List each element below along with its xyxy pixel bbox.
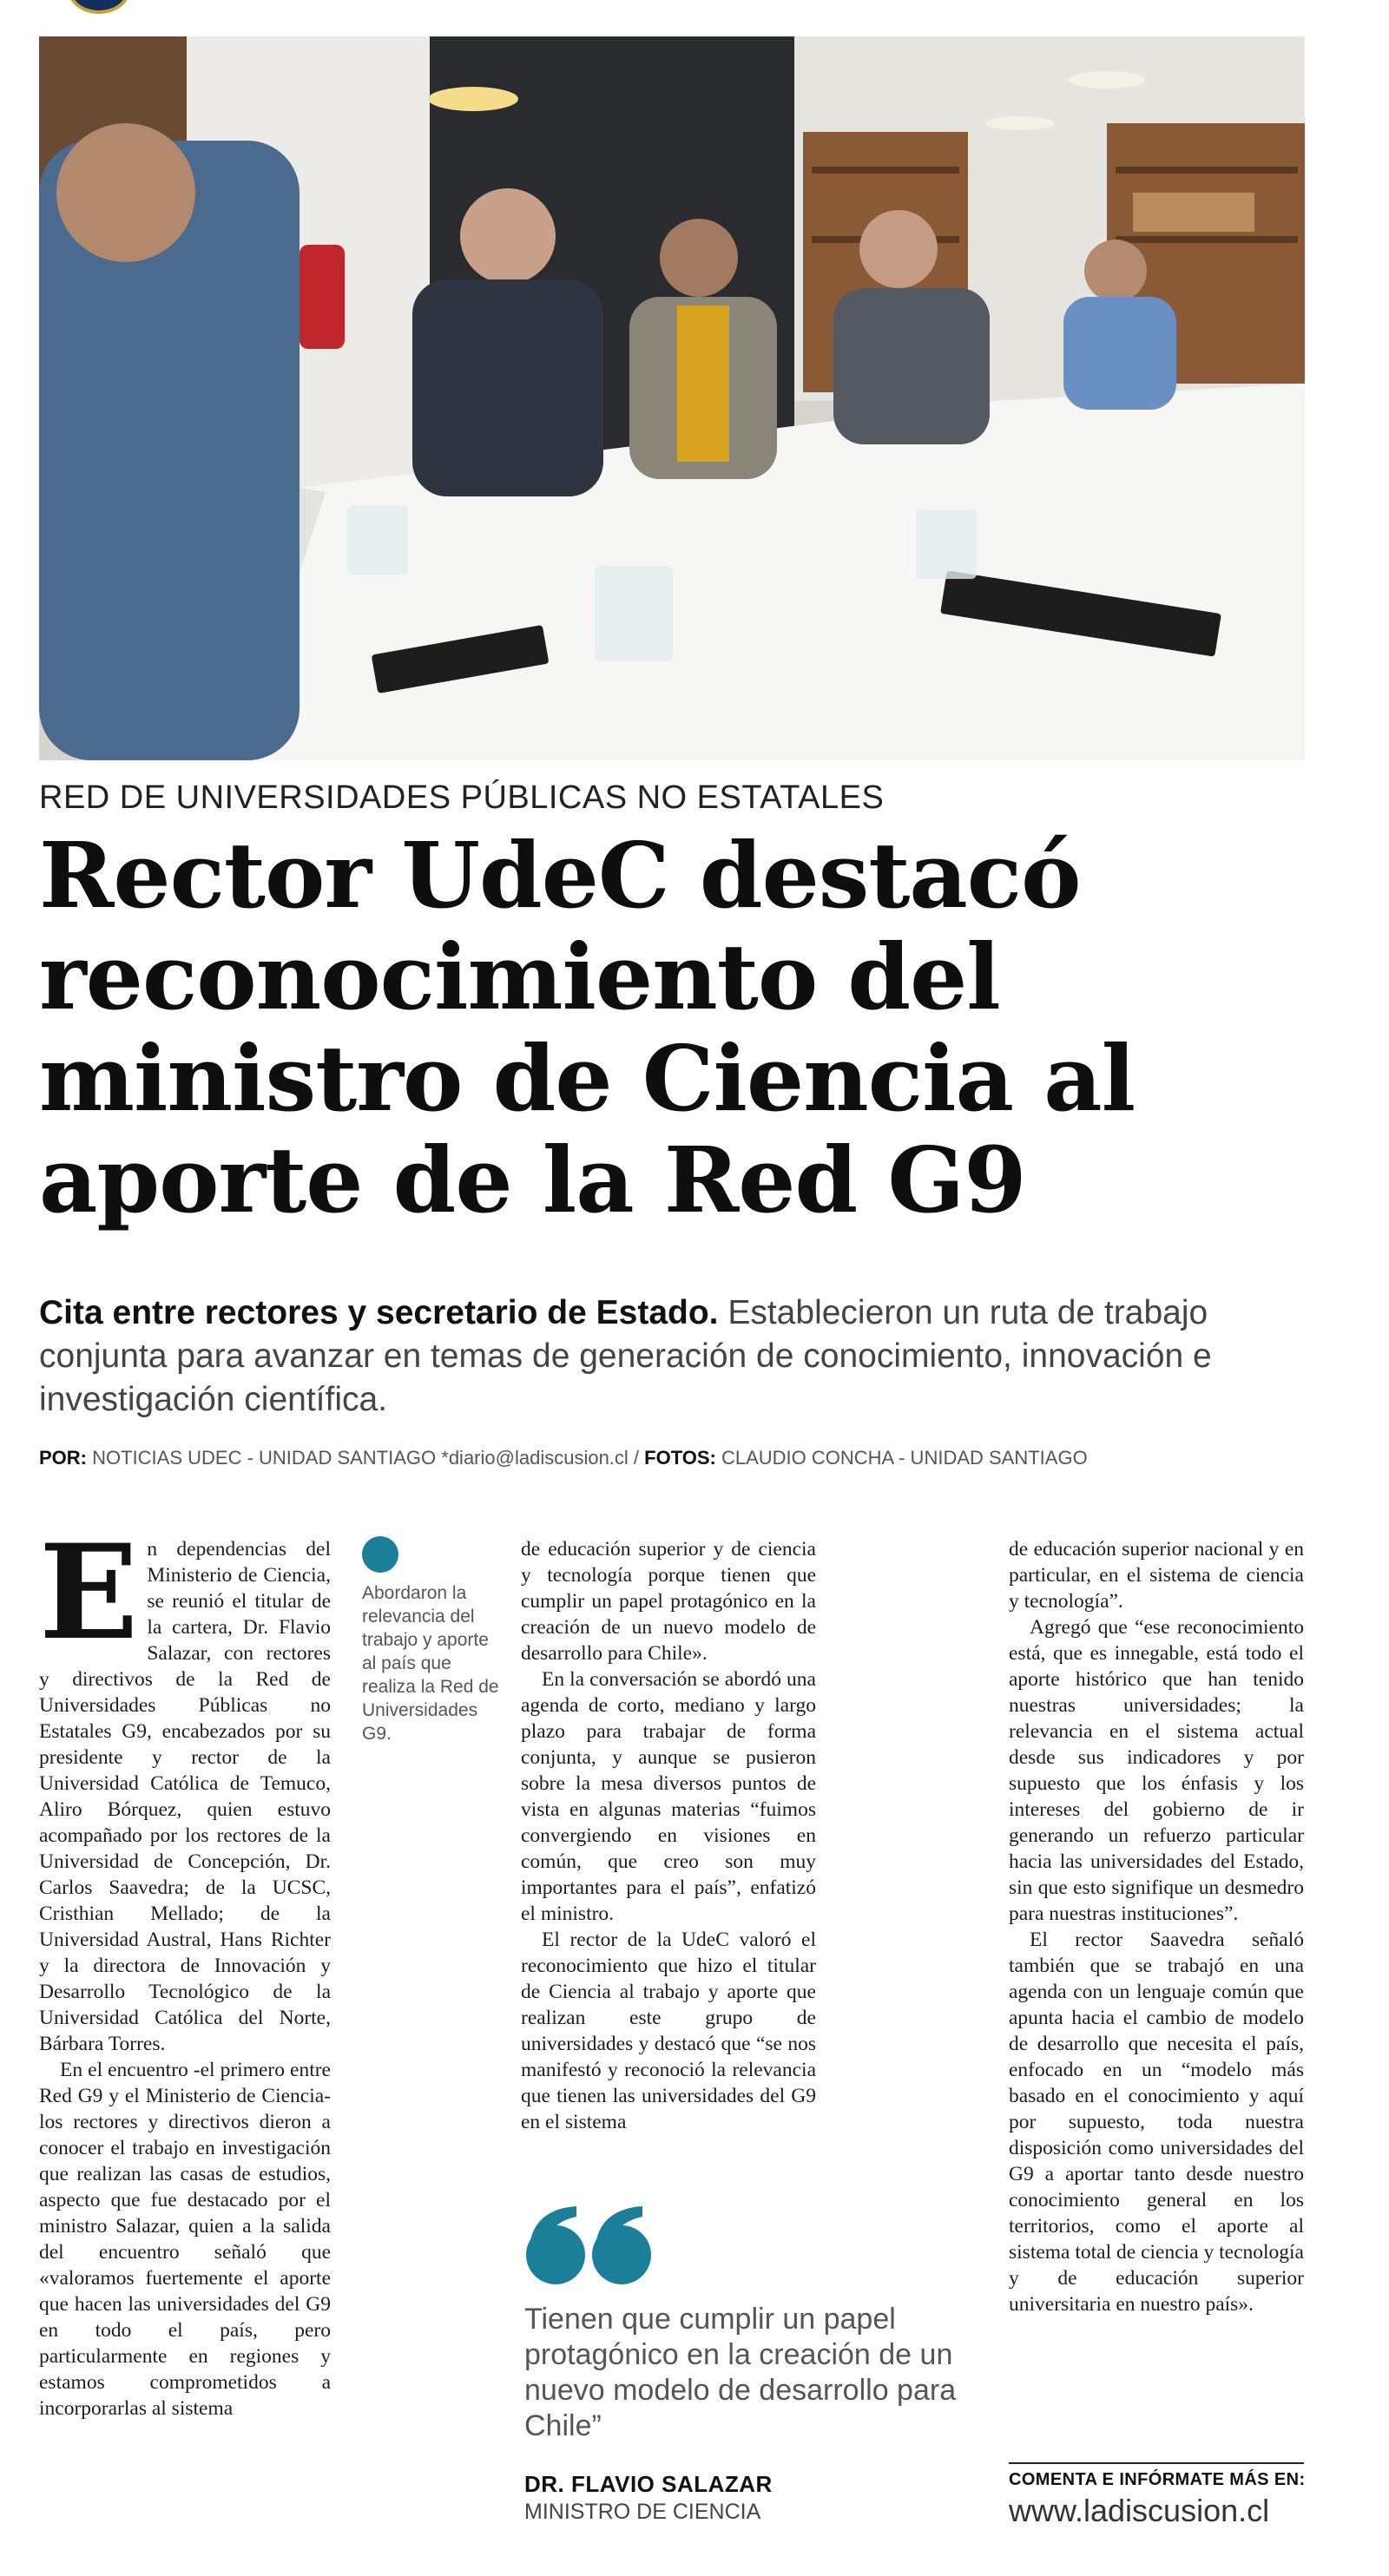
byline-text: NOTICIAS UDEC - UNIDAD SANTIAGO *diario@ladiscusion.cl /: [87, 1447, 645, 1469]
paragraph-text: n dependencias del Ministerio de Ciencia, se reunió el titular de la cartera, Dr. Flavio Salazar, con rectores y directivos de la Red de Universidades Públicas no Estatales G9, encabezados por su presidente y rector de la Universidad Católica de Temuco, Aliro Bórquez, quien estuvo acompañado por los rectores de la Universidad de Concepción, Dr. Carlos Saavedra; de la UCSC, Cristhian Mellado; de la Universidad Austral, Hans Richter y la directora de Innovación y Desarrollo Tecnológico de la Universidad Católica del Norte, Bárbara Torres.: [39, 1538, 331, 2055]
body-paragraph: El rector Saavedra señaló también que se trabajó en una agenda con un lenguaje común que apunta hacia el cambio de modelo de desarrollo que necesita el país, enfocado en un “modelo más basado en el conocimiento y aquí por supuesto, toda nuestra disposición como universidades del G9 a aportar tanto desde nuestro conocimiento general en los territorios, como el aporte al sistema total de ciencia y tecnología y de educación superior universitaria en nuestro país».: [1009, 1929, 1304, 2316]
meeting-photo-illustration: [39, 36, 1305, 760]
quote-mark-icon: [524, 2203, 655, 2290]
quote-author-role: MINISTRO DE CIENCIA: [524, 2500, 761, 2524]
article-headline: Rector UdeC destacó reconocimiento del ministro de Ciencia al aporte de la Red G9: [39, 822, 1136, 1233]
sidenote-text: Abordaron la relevancia del trabajo y aporte al país que realiza la Red de Universidades G9.: [362, 1583, 499, 1744]
body-paragraph: de educación superior nacional y en particular, en el sistema de ciencia y tecnología”.: [1009, 1538, 1304, 1613]
body-paragraph: de educación superior y de ciencia y tecnología porque tienen que cumplir un papel protagónico en la creación de un nuevo modelo de desarrollo para Chile».: [521, 1538, 816, 1665]
byline-label: POR:: [39, 1447, 87, 1469]
quote-author: DR. FLAVIO SALAZAR: [524, 2471, 773, 2497]
article-kicker: RED DE UNIVERSIDADES PÚBLICAS NO ESTATALES: [39, 779, 885, 816]
pull-quote: Tienen que cumplir un papel protagónico en la creación de un nuevo modelo de desarrollo para Chile”: [524, 2303, 957, 2442]
body-column-3: [1009, 1536, 1304, 2317]
body-paragraph: En el encuentro -el primero entre Red G9 y el Ministerio de Ciencia- los rectores y directivos dieron a conocer el trabajo en investigación que realizan las casas de estudios, aspecto que fue destacado por el ministro Salazar, quien a la salida del encuentro señaló que «valoramos fuertemente el aporte que hacen las universidades del G9 en todo el país, pero particularmente en regiones y estamos comprometidos a incorporarlas al sistema: [39, 2059, 331, 2420]
byline: [39, 1447, 1088, 1469]
subhead-rest: Establecieron un ruta de trabajo conjunta para avanzar en temas de generación de conocimiento, innovación e investigación científica.: [39, 1294, 1212, 1418]
body-paragraph: [39, 1516, 331, 2057]
divider: [1009, 2462, 1304, 2464]
photo-credit-label: FOTOS:: [644, 1447, 716, 1469]
newspaper-logo: [68, 0, 130, 14]
sidenote: [362, 1536, 505, 1745]
body-paragraph: El rector de la UdeC valoró el reconocimiento que hizo el titular de Ciencia al trabajo y aporte que realizan este grupo de universidades y destacó que “se nos manifestó y reconoció la relevancia que tienen las universidades del G9 en el sistema: [521, 1929, 816, 2133]
drop-cap: E: [39, 1516, 139, 1669]
body-paragraph: Agregó que “ese reconocimiento está, que es innegable, está todo el aporte histórico que han tenido nuestras universidades; la relevancia en el sistema actual desde sus indicadores y por supuesto que los énfasis y los intereses del gobierno de ir generando un refuerzo particular hacia las universidades del Estado, sin que esto signifique un desmedro para nuestras instituciones”.: [1009, 1616, 1304, 1925]
cta-label: COMENTA E INFÓRMATE MÁS EN:: [1009, 2470, 1306, 2489]
subhead-lead: Cita entre rectores y secretario de Estado.: [39, 1294, 719, 1331]
accent-dot-icon: [362, 1536, 398, 1573]
body-column-1: [39, 1516, 331, 2422]
website-link[interactable]: www.ladiscusion.cl: [1009, 2493, 1270, 2528]
photo-credit: CLAUDIO CONCHA - UNIDAD SANTIAGO: [715, 1447, 1088, 1469]
body-paragraph: En la conversación se abordó una agenda de corto, mediano y largo plazo para trabajar de forma conjunta, y aunque se pusieron sobre la mesa diversos puntos de vista en algunas materias “fuimos convergiendo en visiones en común, que creo son muy importantes para el país”, enfatizó el ministro.: [521, 1668, 816, 1925]
body-column-2: [521, 1536, 816, 2135]
article-photo: [39, 36, 1305, 760]
article-subhead: [39, 1291, 1315, 1422]
